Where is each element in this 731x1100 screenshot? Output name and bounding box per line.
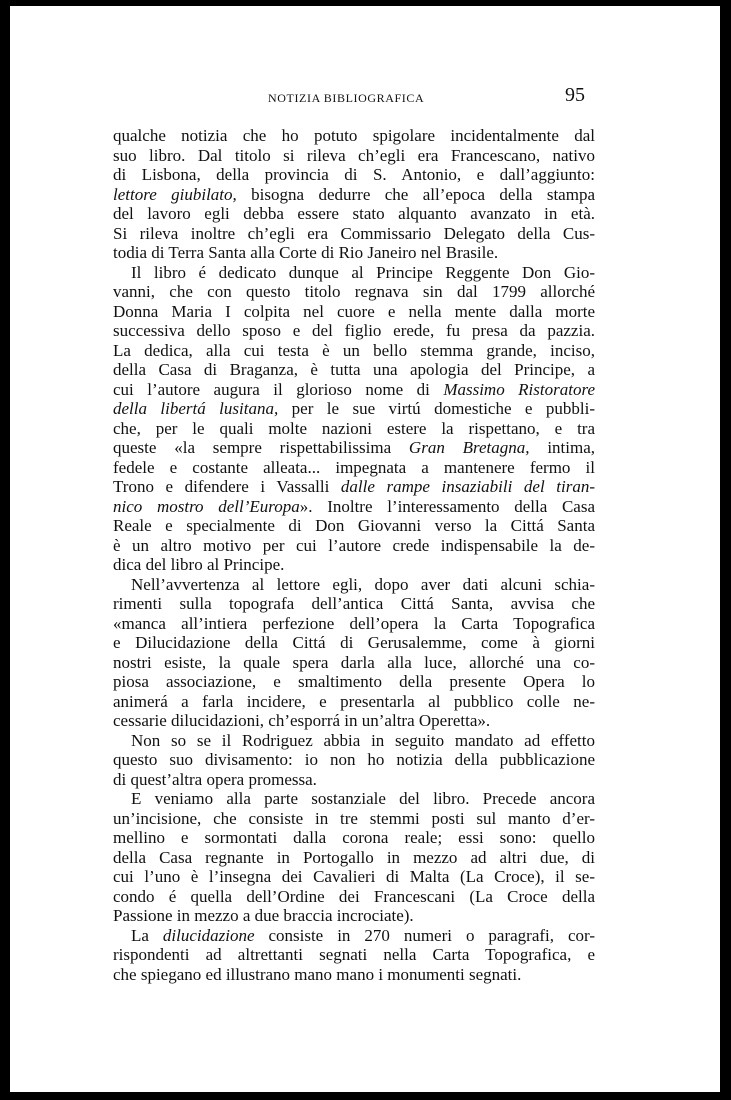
text-run: della Casa regnante in Portogallo in mezzo ad altri due, di bbox=[113, 847, 595, 867]
text-run: Il libro é dedicato dunque al Principe Reggente Don Gio- bbox=[131, 262, 595, 282]
text-run: La dedica, alla cui testa è un bello stemma grande, inciso, bbox=[113, 340, 595, 360]
text-line bbox=[113, 887, 595, 907]
text-run: vanni, che con questo titolo regnava sin dal 1799 allorché bbox=[113, 282, 595, 301]
text-line bbox=[113, 555, 595, 575]
text-run: Passione in mezzo a due braccia incrociate). bbox=[113, 906, 414, 925]
italic-text: dalle rampe insaziabili del tiran- bbox=[340, 477, 595, 496]
text-run: queste «la sempre rispettabilissima bbox=[113, 438, 409, 457]
text-run: dica del libro al Principe. bbox=[113, 555, 285, 574]
text-line bbox=[113, 965, 595, 985]
italic-text: dilucidazione bbox=[162, 925, 255, 945]
text-run: bisogna dedurre che all’epoca della stampa bbox=[236, 184, 595, 204]
text-run: che, per le quali molte nazioni estere la rispettano, e tra bbox=[113, 418, 595, 438]
text-run: della Casa di Braganza, è tutta una apologia del Principe, a bbox=[113, 360, 595, 379]
text-run: rispondenti ad altrettanti segnati nella Carta Topografica, e bbox=[113, 945, 595, 964]
text-run: ». Inoltre l’interessamento della Casa bbox=[299, 496, 595, 516]
text-run: rimenti sulla topografa dell’antica Cittá Santa, avvisa che bbox=[113, 594, 595, 613]
text-line bbox=[113, 477, 595, 497]
text-line bbox=[113, 770, 595, 790]
text-line bbox=[113, 263, 595, 283]
text-line bbox=[113, 789, 595, 809]
paragraph bbox=[113, 731, 595, 790]
paragraph bbox=[113, 575, 595, 731]
text-run: intima, bbox=[529, 438, 596, 457]
italic-text: nico mostro dell’Europa bbox=[113, 496, 300, 516]
text-run: Si rileva inoltre ch’egli era Commissario Delegato della Cus- bbox=[113, 223, 595, 243]
text-run: per le sue virtú domestiche e pubbli- bbox=[278, 399, 596, 418]
text-line bbox=[113, 360, 595, 380]
text-line bbox=[113, 204, 595, 224]
text-run: todia di Terra Santa alla Corte di Rio Janeiro nel Brasile. bbox=[113, 243, 499, 262]
text-line bbox=[113, 692, 595, 712]
italic-text: lettore giubilato, bbox=[113, 184, 237, 204]
paragraph bbox=[113, 926, 595, 985]
text-run: Non so se il Rodriguez abbia in seguito mandato ad effetto bbox=[131, 730, 595, 750]
text-run: e Dilucidazione della Cittá di Gerusalemme, come à giorni bbox=[113, 633, 595, 652]
text-run: mellino e sormontati dalla corona reale; essi sono: quello bbox=[113, 828, 595, 847]
text-run: cui l’uno è l’insegna dei Cavalieri di Malta (La Croce), il se- bbox=[113, 867, 595, 886]
text-line bbox=[113, 594, 595, 614]
paragraph bbox=[113, 126, 595, 263]
text-line bbox=[113, 438, 595, 458]
text-run: condo é quella dell’Ordine dei Francescani (La Croce della bbox=[113, 886, 595, 906]
text-run: animerá a farla incidere, e presentarla al pubblico colle ne- bbox=[113, 691, 595, 711]
italic-text: Gran Bretagna, bbox=[408, 438, 530, 457]
text-line bbox=[113, 146, 595, 166]
text-line bbox=[113, 906, 595, 926]
text-line bbox=[113, 399, 595, 419]
italic-text: della libertá lusitana, bbox=[113, 399, 279, 418]
text-run: di Lisbona, della provincia di S. Antonio, e dall’aggiunto: bbox=[113, 165, 595, 184]
text-line bbox=[113, 633, 595, 653]
text-line bbox=[113, 575, 595, 595]
text-run: piosa associazione, e smaltimento della presente Opera lo bbox=[113, 672, 595, 691]
text-line bbox=[113, 224, 595, 244]
text-line bbox=[113, 672, 595, 692]
text-line bbox=[113, 321, 595, 341]
text-line bbox=[113, 536, 595, 556]
page-number: 95 bbox=[565, 84, 585, 106]
book-page bbox=[10, 6, 720, 1092]
text-run: La bbox=[131, 925, 163, 945]
text-run: cui l’autore augura il glorioso nome di bbox=[113, 379, 444, 399]
text-run: questo suo divisamento: io non ho notizia della pubblicazione bbox=[113, 750, 595, 769]
text-line bbox=[113, 380, 595, 400]
text-run: cessarie dilucidazioni, ch’esporrá in un’altra Operetta». bbox=[113, 711, 491, 730]
text-line bbox=[113, 614, 595, 634]
text-line bbox=[113, 809, 595, 829]
text-run: fedele e costante alleata... impegnata a mantenere fermo il bbox=[113, 457, 595, 477]
text-run: un’incisione, che consiste in tre stemmi posti sul manto d’er- bbox=[113, 808, 595, 828]
text-run: di quest’altra opera promessa. bbox=[113, 769, 317, 789]
text-run: Reale e specialmente di Don Giovanni verso la Cittá Santa bbox=[113, 516, 595, 535]
text-line bbox=[113, 497, 595, 517]
text-run: qualche notizia che ho potuto spigolare incidentalmente dal bbox=[113, 126, 595, 145]
text-line bbox=[113, 282, 595, 302]
text-run: Nell’avvertenza al lettore egli, dopo aver dati alcuni schia- bbox=[131, 574, 595, 594]
text-line bbox=[113, 419, 595, 439]
text-run: consiste in 270 numeri o paragrafi, cor- bbox=[254, 925, 595, 945]
text-line bbox=[113, 926, 595, 946]
text-run: E veniamo alla parte sostanziale del libro. Precede ancora bbox=[131, 789, 595, 808]
paragraph bbox=[113, 263, 595, 575]
text-line bbox=[113, 653, 595, 673]
text-run: Trono e difendere i Vassalli bbox=[113, 477, 341, 496]
text-line bbox=[113, 165, 595, 185]
text-line bbox=[113, 185, 595, 205]
running-title: NOTIZIA BIBLIOGRAFICA bbox=[268, 91, 425, 105]
text-run: del lavoro egli debba essere stato alquanto avanzato in età. bbox=[113, 204, 595, 223]
text-line bbox=[113, 126, 595, 146]
text-run: è un altro motivo per cui l’autore crede indispensabile la de- bbox=[113, 535, 595, 555]
body-text bbox=[113, 126, 595, 984]
italic-text: Massimo Ristoratore bbox=[443, 379, 595, 399]
text-line bbox=[113, 750, 595, 770]
text-line bbox=[113, 302, 595, 322]
text-line bbox=[113, 711, 595, 731]
text-line bbox=[113, 458, 595, 478]
text-run: Donna Maria I colpita nel cuore e nella mente dalla morte bbox=[113, 301, 595, 321]
text-line bbox=[113, 516, 595, 536]
text-line bbox=[113, 243, 595, 263]
text-line bbox=[113, 731, 595, 751]
text-run: che spiegano ed illustrano mano mano i monumenti segnati. bbox=[113, 964, 522, 984]
text-line bbox=[113, 848, 595, 868]
text-run: suo libro. Dal titolo si rileva ch’egli era Francescano, nativo bbox=[113, 145, 595, 165]
paragraph bbox=[113, 789, 595, 926]
text-line bbox=[113, 341, 595, 361]
text-line bbox=[113, 867, 595, 887]
text-run: «manca all’intiera perfezione dell’opera la Carta Topografica bbox=[113, 613, 595, 633]
text-run: nostri esiste, la quale spera darla alla luce, allorché una co- bbox=[113, 652, 595, 672]
text-line bbox=[113, 828, 595, 848]
text-line bbox=[113, 945, 595, 965]
text-run: successiva dello sposo e del figlio erede, fu presa da pazzia. bbox=[113, 321, 595, 340]
